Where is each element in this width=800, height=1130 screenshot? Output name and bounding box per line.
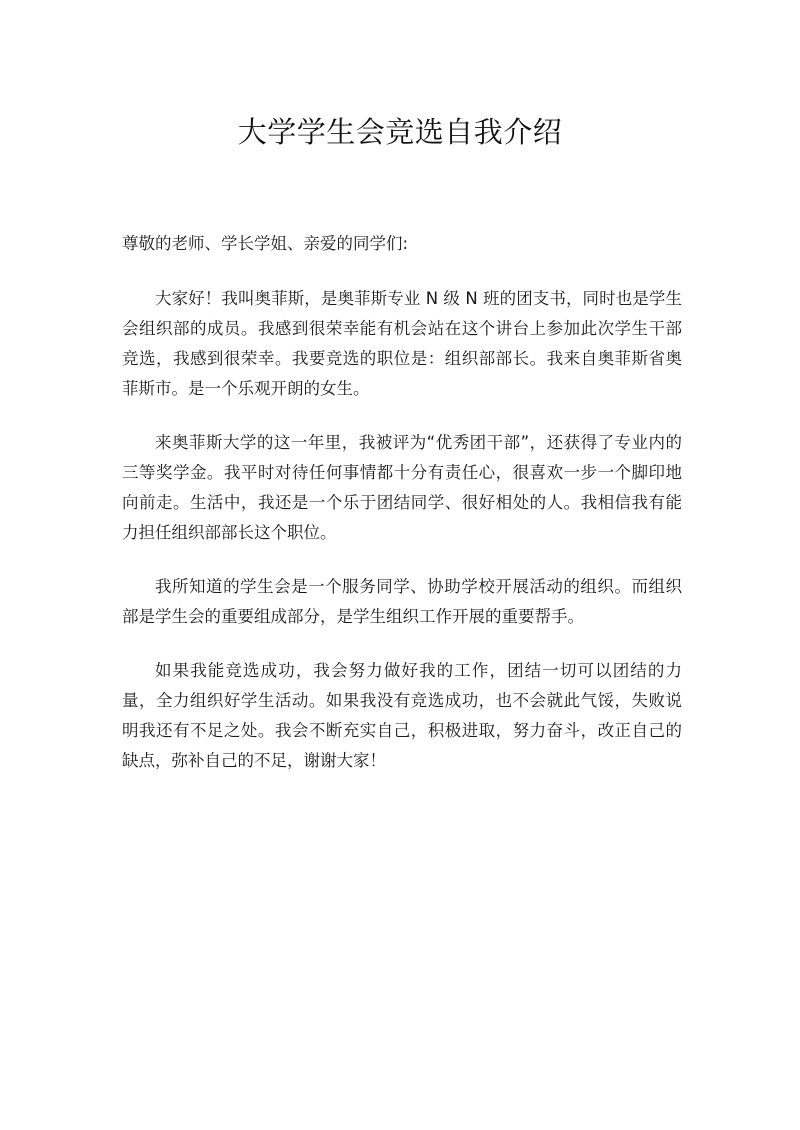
paragraph-introduction: 大家好！我叫奥菲斯，是奥菲斯专业 N 级 N 班的团支书，同时也是学生会组织部的成员。我感到很荣幸能有机会站在这个讲台上参加此次学生干部竞选，我感到很荣幸。我要竞选的职位是：组织部部长。我来自奥菲斯省奥菲斯市。是一个乐观开朗的女生。 (122, 289, 682, 398)
salutation: 尊敬的老师、学长学姐、亲爱的同学们: (122, 234, 409, 253)
document-body (122, 284, 682, 800)
paragraph-understanding: 我所知道的学生会是一个服务同学、协助学校开展活动的组织。而组织部是学生会的重要组成部分，是学生组织工作开展的重要帮手。 (122, 577, 682, 626)
paragraph-achievements: 来奥菲斯大学的这一年里，我被评为“优秀团干部”，还获得了专业内的三等奖学金。我平时对待任何事情都十分有责任心，很喜欢一步一个脚印地向前走。生活中，我还是一个乐于团结同学、很好相处的人。我相信我有能力担任组织部部长这个职位。 (122, 433, 682, 542)
document-title: 大学学生会竞选自我介绍 (237, 115, 563, 149)
paragraph-closing: 如果我能竞选成功，我会努力做好我的工作，团结一切可以团结的力量，全力组织好学生活动。如果我没有竞选成功，也不会就此气馁，失败说明我还有不足之处。我会不断充实自己，积极进取，努力奋斗，改正自己的缺点，弥补自己的不足，谢谢大家！ (122, 661, 682, 770)
